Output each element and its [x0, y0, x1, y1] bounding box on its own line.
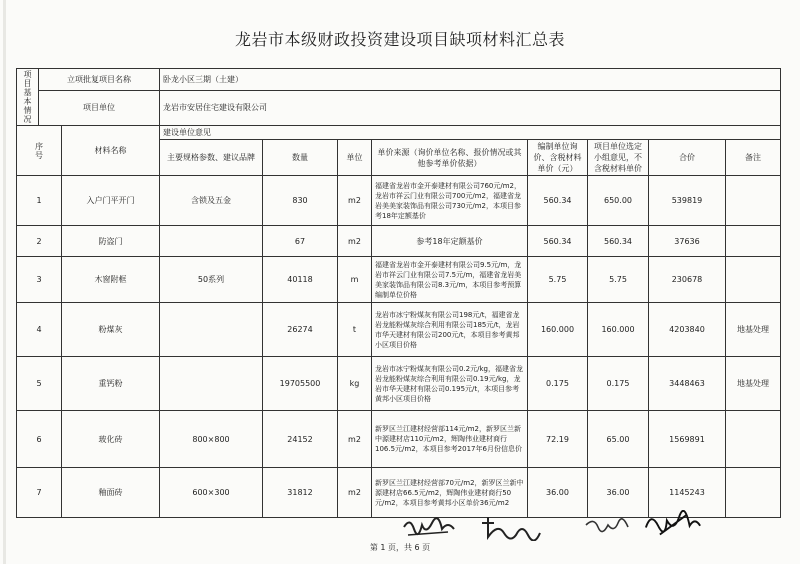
row-spec: [160, 357, 263, 411]
row-unit-price: 36.00: [528, 468, 588, 518]
page-footer: 第 1 页，共 6 页: [369, 543, 431, 552]
project-unit-label: 项目单位: [39, 90, 160, 125]
row-spec: 50系列: [160, 257, 263, 303]
row-source: 龙岩市冰宁粉煤灰有限公司0.2元/kg，福建省龙岩龙能粉煤灰综合利用有限公司0.19元/kg，龙岩市华天建材有限公司0.195元/t，本项目参考黄邦小区项目价格: [372, 357, 528, 411]
row-remark: [726, 468, 781, 518]
handwritten-signature-4: [638, 510, 708, 538]
row-unit-price: 560.34: [528, 226, 588, 257]
handwritten-signature-2: [478, 513, 548, 541]
row-material: 木窗附框: [62, 257, 160, 303]
table-row: [17, 303, 781, 357]
header-group-row: [17, 126, 781, 140]
row-unit: t: [338, 303, 372, 357]
row-source: 新罗区兰江建材经营部70元/m2，新罗区兰新中源建材店66.5元/m2，辉陶伟业建材商行50元/m2，本项目参考黄邦小区单价36元/m2: [372, 468, 528, 518]
row-source: 龙岩市冰宁粉煤灰有限公司198元/t，福建省龙岩龙能粉煤灰综合利用有限公司185元/t，龙岩市华天建材有限公司200元/t，本项目参考黄邦小区项目价格: [372, 303, 528, 357]
row-unit-price: 0.175: [528, 357, 588, 411]
row-spec: 含锁及五金: [160, 176, 263, 226]
row-selected-price: 160.000: [588, 303, 649, 357]
row-unit: m2: [338, 176, 372, 226]
binding-edge: [3, 0, 6, 564]
table-row: [17, 411, 781, 468]
row-remark: [726, 176, 781, 226]
row-qty: 40118: [263, 257, 338, 303]
row-seq: 2: [17, 226, 62, 257]
row-unit: m2: [338, 226, 372, 257]
row-qty: 19705500: [263, 357, 338, 411]
row-total: 3448463: [649, 357, 726, 411]
row-material: 防盗门: [62, 226, 160, 257]
row-selected-price: 36.00: [588, 468, 649, 518]
row-qty: 24152: [263, 411, 338, 468]
row-remark: 地基处理: [726, 303, 781, 357]
row-seq: 5: [17, 357, 62, 411]
row-qty: 67: [263, 226, 338, 257]
table-row: [17, 226, 781, 257]
header-total: 合价: [649, 140, 726, 176]
handwritten-signature-1: [400, 513, 460, 541]
row-unit-price: 560.34: [528, 176, 588, 226]
header-material: 材料名称: [62, 126, 160, 176]
row-unit-price: 160.000: [528, 303, 588, 357]
row-source: 福建省龙岩市金开泰建材有限公司760元/m2，龙岩市祥云门业有限公司700元/m2，福建省龙岩美美家装饰品有限公司730元/m2，本项目参考18年定额基价: [372, 176, 528, 226]
header-remark: 备注: [726, 140, 781, 176]
project-section-label: 项目基本情况: [17, 69, 39, 126]
row-material: 重钙粉: [62, 357, 160, 411]
row-total: 4203840: [649, 303, 726, 357]
row-remark: 地基处理: [726, 357, 781, 411]
header-unit-price: 编制单位询价、含税材料单价（元）: [528, 140, 588, 176]
row-qty: 830: [263, 176, 338, 226]
row-total: 1145243: [649, 468, 726, 518]
row-spec: [160, 303, 263, 357]
header-qty: 数量: [263, 140, 338, 176]
row-qty: 26274: [263, 303, 338, 357]
row-material: 入户门平开门: [62, 176, 160, 226]
row-source: 参考18年定额基价: [372, 226, 528, 257]
table-row: [17, 357, 781, 411]
row-source: 新罗区兰江建材经营部114元/m2，新罗区兰新中源建材店110元/m2，辉陶伟业建材商行106.5元/m2，本项目参考2017年6月份信息价: [372, 411, 528, 468]
row-selected-price: 5.75: [588, 257, 649, 303]
row-total: 230678: [649, 257, 726, 303]
row-unit: kg: [338, 357, 372, 411]
row-unit: m: [338, 257, 372, 303]
materials-table: [16, 68, 781, 518]
handwritten-signature-3: [582, 513, 632, 541]
row-spec: 600×300: [160, 468, 263, 518]
header-group: 建设单位意见: [160, 126, 781, 140]
row-total: 1569891: [649, 411, 726, 468]
row-seq: 6: [17, 411, 62, 468]
table-row: [17, 257, 781, 303]
row-selected-price: 560.34: [588, 226, 649, 257]
row-unit: m2: [338, 411, 372, 468]
row-seq: 3: [17, 257, 62, 303]
row-total: 539819: [649, 176, 726, 226]
row-remark: [726, 411, 781, 468]
row-spec: [160, 226, 263, 257]
document-title: 龙岩市本级财政投资建设项目缺项材料汇总表: [234, 30, 565, 49]
table-row: [17, 176, 781, 226]
row-seq: 1: [17, 176, 62, 226]
header-source: 单价来源（询价单位名称、报价情况或其他参考单价依据）: [372, 140, 528, 176]
header-unit: 单位: [338, 140, 372, 176]
header-spec: 主要规格参数、建议品牌: [160, 140, 263, 176]
row-unit: m2: [338, 468, 372, 518]
row-selected-price: 0.175: [588, 357, 649, 411]
row-source: 福建省龙岩市金开泰建材有限公司9.5元/m，龙岩市祥云门业有限公司7.5元/m，福建省龙岩美美家装饰品有限公司8.3元/m，本项目参考预算编制单位价格: [372, 257, 528, 303]
project-name-label: 立项批复项目名称: [39, 69, 160, 91]
row-total: 37636: [649, 226, 726, 257]
row-seq: 7: [17, 468, 62, 518]
project-unit-row: [17, 90, 781, 125]
row-qty: 31812: [263, 468, 338, 518]
row-material: 粉煤灰: [62, 303, 160, 357]
header-selected-price: 项目单位选定小组意见，不含税材料单价: [588, 140, 649, 176]
row-seq: 4: [17, 303, 62, 357]
row-remark: [726, 257, 781, 303]
row-spec: 800×800: [160, 411, 263, 468]
header-seq: 序号: [17, 126, 62, 176]
row-material: 玻化砖: [62, 411, 160, 468]
project-name-row: [17, 69, 781, 91]
row-unit-price: 5.75: [528, 257, 588, 303]
row-remark: [726, 226, 781, 257]
row-unit-price: 72.19: [528, 411, 588, 468]
project-name-value: 卧龙小区三期（土建）: [160, 69, 781, 91]
row-material: 釉面砖: [62, 468, 160, 518]
row-selected-price: 650.00: [588, 176, 649, 226]
project-unit-value: 龙岩市安居住宅建设有限公司: [160, 90, 781, 125]
row-selected-price: 65.00: [588, 411, 649, 468]
